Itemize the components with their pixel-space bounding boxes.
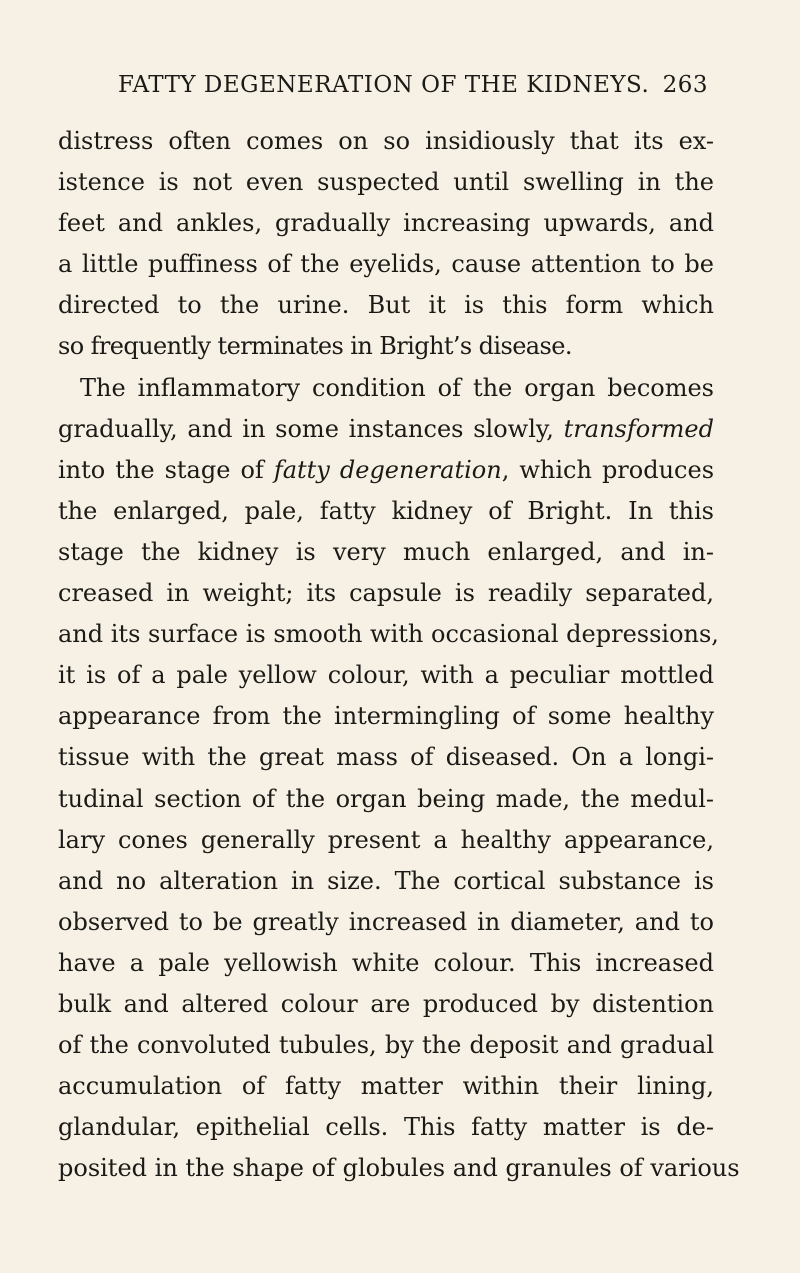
text-segment: , which produces	[501, 455, 715, 484]
text-line: and its surface is smooth with occasional depressions,	[58, 620, 719, 649]
running-head	[118, 72, 708, 106]
text-line: of the convoluted tubules, by the deposit and gradual	[58, 1031, 714, 1060]
text-line: lary cones generally present a healthy appearance,	[58, 825, 714, 854]
text-line: tissue with the great mass of diseased. On a longi-	[58, 743, 714, 772]
text-line: posited in the shape of globules and granules of various	[58, 1154, 740, 1183]
text-line: it is of a pale yellow colour, with a peculiar mottled	[58, 661, 714, 690]
text-line: observed to be greatly increased in diameter, and to	[58, 907, 714, 936]
text-line: accumulation of fatty matter within their lining,	[58, 1072, 714, 1101]
text-line: directed to the urine. But it is this form which	[58, 291, 714, 320]
body-text	[58, 121, 740, 1189]
text-line: glandular, epithelial cells. This fatty matter is de-	[58, 1113, 714, 1142]
text-line	[58, 450, 714, 491]
text-segment: into the stage of	[58, 455, 274, 484]
text-line: the enlarged, pale, fatty kidney of Bright. In this	[58, 496, 714, 525]
text-line: istence is not even suspected until swelling in the	[58, 168, 714, 197]
text-line: distress often comes on so insidiously that its ex-	[58, 127, 714, 155]
text-line: and no alteration in size. The cortical substance is	[58, 866, 714, 895]
text-line: appearance from the intermingling of some healthy	[58, 702, 714, 731]
text-line: a little puffiness of the eyelids, cause attention to be	[58, 250, 714, 279]
italic-term: transformed	[563, 414, 714, 443]
text-line: have a pale yellowish white colour. This increased	[58, 948, 714, 977]
paragraph-first-line: The inflammatory condition of the organ becomes	[80, 373, 714, 402]
text-line: bulk and altered colour are produced by distention	[58, 989, 714, 1018]
text-line: stage the kidney is very much enlarged, and in-	[58, 537, 714, 566]
text-segment: gradually, and in some instances slowly,	[58, 414, 554, 443]
running-title: FATTY DEGENERATION OF THE KIDNEYS.	[118, 72, 650, 98]
italic-term: fatty degeneration	[273, 455, 502, 484]
text-line: feet and ankles, gradually increasing upwards, and	[58, 209, 714, 238]
text-line: so frequently terminates in Bright’s disease.	[58, 332, 572, 361]
text-line: tudinal section of the organ being made, the medul-	[58, 784, 714, 813]
text-line: creased in weight; its capsule is readily separated,	[58, 579, 714, 608]
page-number: 263	[662, 72, 708, 98]
text-line	[58, 409, 714, 450]
